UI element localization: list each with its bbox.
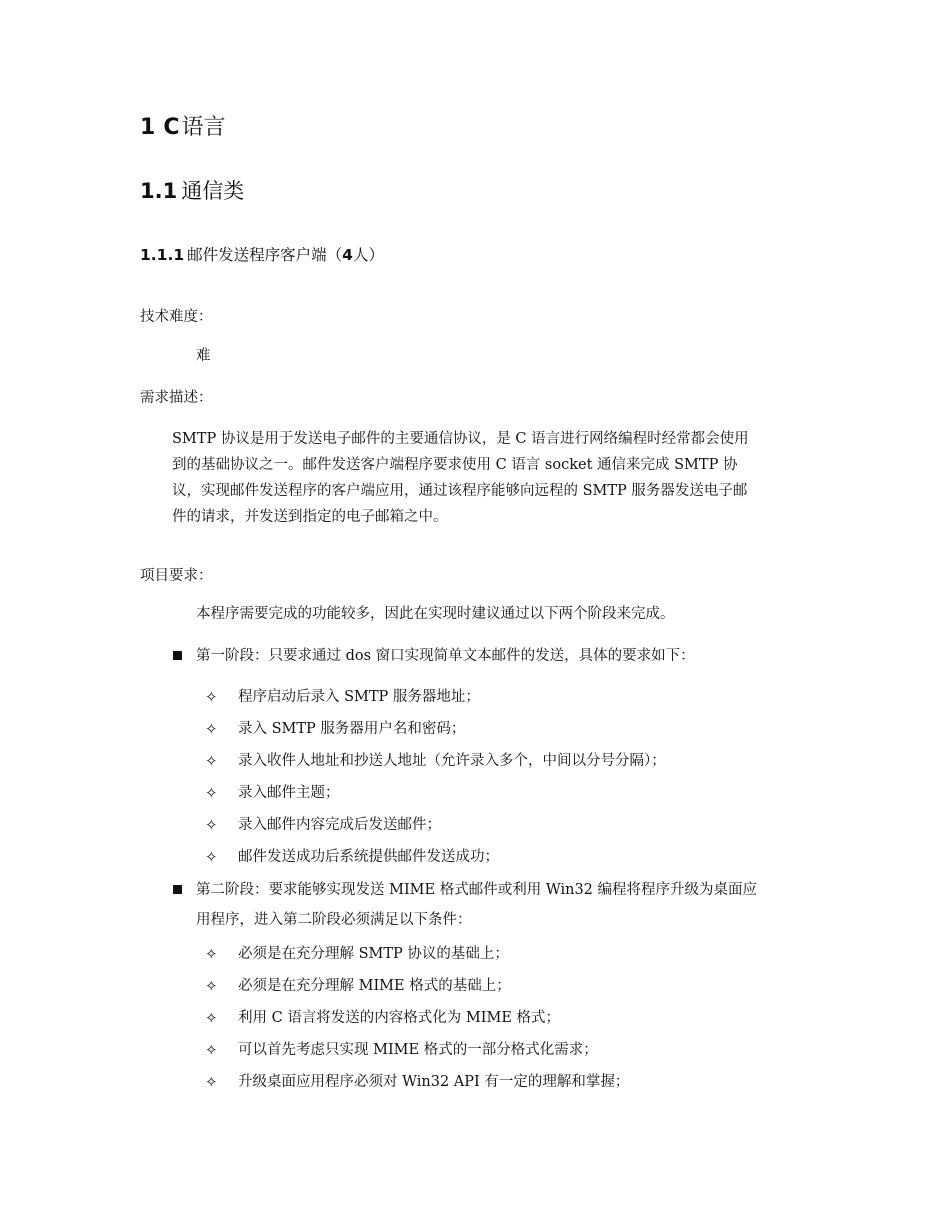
star-bullet-icon: ✧ xyxy=(205,977,218,995)
heading3-count: 4 xyxy=(342,246,353,264)
stage2-item: 可以首先考虑只实现 MIME 格式的一部分格式化需求； xyxy=(238,1042,598,1058)
heading1-text: 语言 xyxy=(181,115,226,140)
requirement-line: 议，实现邮件发送程序的客户端应用，通过该程序能够向远程的 SMTP 服务器发送电子邮 xyxy=(172,483,748,499)
stage2-item: 升级桌面应用程序必须对 Win32 API 有一定的理解和掌握； xyxy=(238,1074,630,1090)
square-bullet-icon xyxy=(173,651,182,660)
project-label: 项目要求： xyxy=(140,568,213,584)
heading2-text: 通信类 xyxy=(181,179,245,203)
heading3-text-b: 人） xyxy=(352,246,384,264)
star-bullet-icon: ✧ xyxy=(205,720,218,738)
project-intro: 本程序需要完成的功能较多，因此在实现时建议通过以下两个阶段来完成。 xyxy=(196,606,675,622)
stage1-item: 录入邮件主题； xyxy=(238,785,340,801)
heading-level3 xyxy=(140,244,384,266)
stage2-item: 必须是在充分理解 MIME 格式的基础上； xyxy=(238,978,511,994)
requirement-line: 件的请求，并发送到指定的电子邮箱之中。 xyxy=(172,509,448,525)
star-bullet-icon: ✧ xyxy=(205,1041,218,1059)
stage1-text: 第一阶段：只要求通过 dos 窗口实现简单文本邮件的发送，具体的要求如下： xyxy=(196,648,695,664)
heading2-number: 1.1 xyxy=(140,179,178,203)
heading3-text-a: 邮件发送程序客户端（ xyxy=(187,246,343,264)
stage1-item: 录入收件人地址和抄送人地址（允许录入多个，中间以分号分隔）； xyxy=(238,753,666,769)
requirement-line: 到的基础协议之一。邮件发送客户端程序要求使用 C 语言 socket 通信来完成 SMTP 协 xyxy=(172,457,738,473)
heading-level1 xyxy=(140,114,225,142)
stage2-item: 必须是在充分理解 SMTP 协议的基础上； xyxy=(238,946,509,962)
star-bullet-icon: ✧ xyxy=(205,784,218,802)
heading1-number: 1 xyxy=(140,115,156,140)
stage2-line2: 用程序，进入第二阶段必须满足以下条件： xyxy=(196,912,472,928)
heading3-number: 1.1.1 xyxy=(140,246,185,264)
square-bullet-icon xyxy=(173,885,182,894)
heading-level2 xyxy=(140,177,244,205)
star-bullet-icon: ✧ xyxy=(205,848,218,866)
stage2-line1: 第二阶段：要求能够实现发送 MIME 格式邮件或利用 Win32 编程将程序升级为桌面应 xyxy=(196,882,758,898)
stage2-item: 利用 C 语言将发送的内容格式化为 MIME 格式； xyxy=(238,1010,561,1026)
star-bullet-icon: ✧ xyxy=(205,945,218,963)
difficulty-label: 技术难度： xyxy=(140,309,213,325)
stage1-item: 录入 SMTP 服务器用户名和密码； xyxy=(238,721,466,737)
stage1-item: 录入邮件内容完成后发送邮件； xyxy=(238,817,441,833)
difficulty-value: 难 xyxy=(196,348,211,364)
star-bullet-icon: ✧ xyxy=(205,688,218,706)
requirement-label: 需求描述： xyxy=(140,390,213,406)
heading1-c: C xyxy=(163,115,180,140)
requirement-line: SMTP 协议是用于发送电子邮件的主要通信协议，是 C 语言进行网络编程时经常都会使用 xyxy=(172,431,749,447)
star-bullet-icon: ✧ xyxy=(205,752,218,770)
requirement-paragraph xyxy=(172,426,812,530)
stage1-item: 程序启动后录入 SMTP 服务器地址； xyxy=(238,689,480,705)
star-bullet-icon: ✧ xyxy=(205,1009,218,1027)
star-bullet-icon: ✧ xyxy=(205,816,218,834)
star-bullet-icon: ✧ xyxy=(205,1073,218,1091)
stage1-item: 邮件发送成功后系统提供邮件发送成功； xyxy=(238,849,499,865)
